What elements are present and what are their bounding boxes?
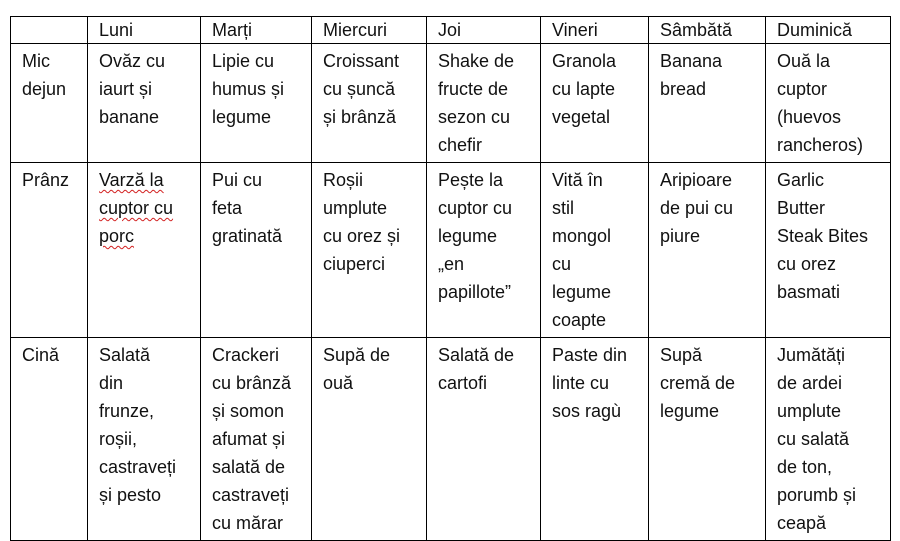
meal-cell: Shake de fructe de sezon cu chefir: [427, 44, 541, 163]
meal-cell: Aripioare de pui cu piure: [649, 163, 766, 338]
meal-cell: Pește la cuptor cu legume „en papillote”: [427, 163, 541, 338]
meal-cell: Supă de ouă: [312, 338, 427, 541]
row-label-dinner: Cină: [11, 338, 88, 541]
row-label-breakfast: Mic dejun: [11, 44, 88, 163]
day-header-sambata: Sâmbătă: [649, 17, 766, 44]
meal-cell: Croissant cu șuncă și brânză: [312, 44, 427, 163]
meal-cell: Paste din linte cu sos ragù: [541, 338, 649, 541]
meal-cell: Salată din frunze, roșii, castraveți și pesto: [88, 338, 201, 541]
day-header-marti: Marți: [201, 17, 312, 44]
table-row-lunch: [11, 163, 891, 338]
table-row-dinner: [11, 338, 891, 541]
meal-cell: Banana bread: [649, 44, 766, 163]
spellcheck-underline-text: Varză la cuptor cu porc: [99, 170, 174, 246]
meal-plan-table: [10, 16, 891, 541]
meal-cell: Ovăz cu iaurt și banane: [88, 44, 201, 163]
header-row: [11, 17, 891, 44]
meal-cell: Supă cremă de legume: [649, 338, 766, 541]
meal-cell: Garlic Butter Steak Bites cu orez basmati: [766, 163, 891, 338]
day-header-luni: Luni: [88, 17, 201, 44]
day-header-vineri: Vineri: [541, 17, 649, 44]
meal-cell: Ouă la cuptor (huevos rancheros): [766, 44, 891, 163]
day-header-joi: Joi: [427, 17, 541, 44]
meal-cell: Jumătăți de ardei umplute cu salată de ton, porumb și ceapă: [766, 338, 891, 541]
corner-cell: [11, 17, 88, 44]
row-label-lunch: Prânz: [11, 163, 88, 338]
meal-cell: Crackeri cu brânză și somon afumat și salată de castraveți cu mărar: [201, 338, 312, 541]
meal-cell: Vită în stil mongol cu legume coapte: [541, 163, 649, 338]
table-row-breakfast: [11, 44, 891, 163]
meal-cell: Granola cu lapte vegetal: [541, 44, 649, 163]
day-header-miercuri: Miercuri: [312, 17, 427, 44]
meal-cell: Lipie cu humus și legume: [201, 44, 312, 163]
meal-cell: Salată de cartofi: [427, 338, 541, 541]
day-header-duminica: Duminică: [766, 17, 891, 44]
meal-cell: Roșii umplute cu orez și ciuperci: [312, 163, 427, 338]
meal-cell-spellcheck: [88, 163, 201, 338]
meal-cell: Pui cu feta gratinată: [201, 163, 312, 338]
